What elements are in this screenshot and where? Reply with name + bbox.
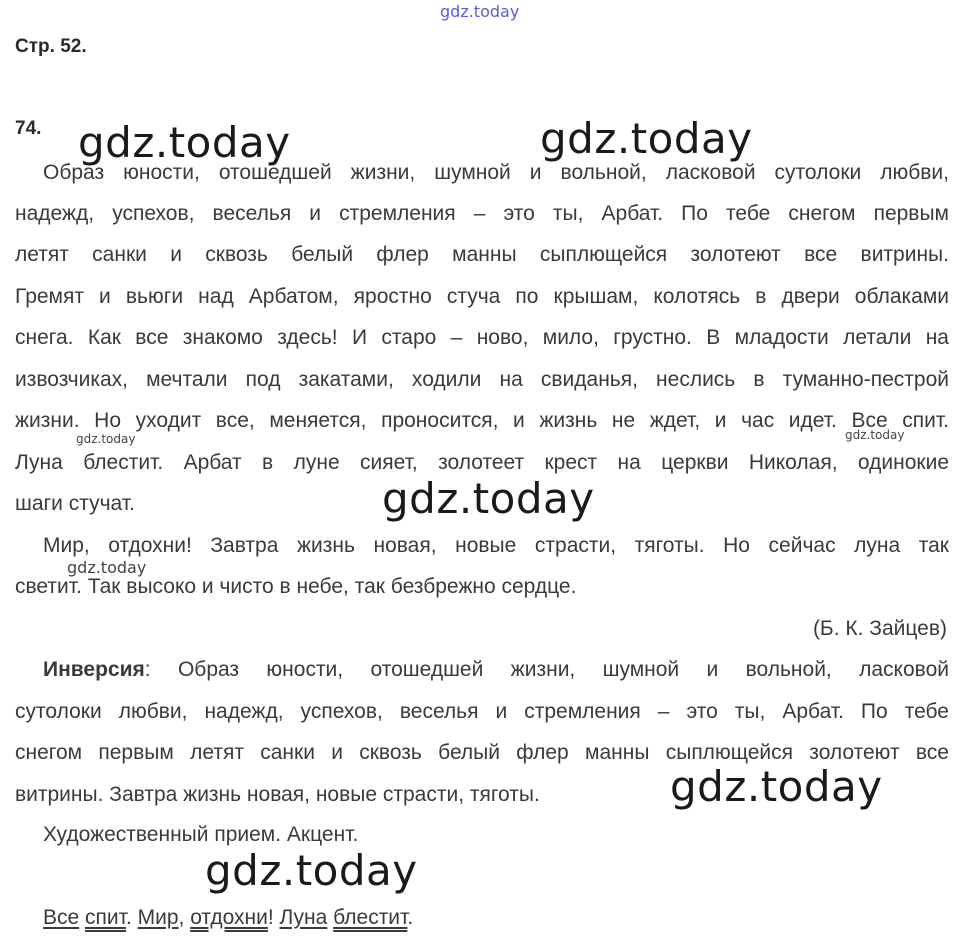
watermark: gdz.today [205,846,418,895]
device-line: Художественный прием. Акцент. [43,823,359,846]
inversion-line [43,659,949,680]
predicate-word: отдохни [190,906,268,929]
predicate-word: блестит [333,906,408,929]
watermark: gdz.today [540,114,753,163]
exercise-number: 74. [15,118,42,139]
punctuation: . [125,906,138,929]
watermark: gdz.today [78,118,291,167]
text-line: светит. Так высоко и чисто в небе, так безбрежно сердце. [15,575,577,598]
punctuation: . [407,906,414,929]
inversion-line: витрины. Завтра жизнь новая, новые страсти, тяготы. [15,783,540,806]
punctuation: , [178,906,191,929]
text-line: Мир, отдохни! Завтра жизнь новая, новые страсти, тяготы. Но сейчас луна так [43,534,949,557]
punctuation: ! [267,906,280,929]
text-line: Образ юности, отошедшей жизни, шумной и вольной, ласковой сутолоки любви, [43,161,949,184]
text-line: надежд, успехов, веселья и стремления – это ты, Арбат. По тебе снегом первым [15,202,949,225]
page-reference: Стр. 52. [15,36,87,57]
watermark-top: gdz.today [440,2,520,21]
text-line: Гремят и вьюги над Арбатом, яростно стуча по крышам, колотясь в двери облаками [15,285,949,308]
sentence-analysis [43,907,949,928]
subject-word: Все [43,906,80,929]
watermark: gdz.today [845,428,905,442]
text-line: жизни. Но уходит все, меняется, проносится, и жизнь не ждет, и час идет. Все спит. [15,409,949,432]
inversion-term: Инверсия [43,658,145,681]
text-line: Луна блестит. Арбат в луне сияет, золотеет крест на церкви Николая, одинокие [15,451,949,474]
watermark: gdz.today [670,762,883,811]
author: (Б. К. Зайцев) [812,617,947,640]
text-line: шаги стучат. [15,492,135,515]
inversion-text: : Образ юности, отошедшей жизни, шумной и вольной, ласковой [144,658,949,681]
watermark: gdz.today [76,432,136,446]
inversion-line: снегом первым летят санки и сквозь белый флер манны сыплющейся золотеют все [15,741,949,764]
subject-word: Луна [279,906,328,929]
watermark: gdz.today [67,558,147,577]
inversion-line: сутолоки любви, надежд, успехов, веселья и стремления – это ты, Арбат. По тебе [15,700,949,723]
text-line: снега. Как все знакомо здесь! И старо – ново, мило, грустно. В младости летали на [15,326,949,349]
text-line: извозчиках, мечтали под закатами, ходили на свиданья, неслись в туманно-пестрой [15,368,949,391]
text-line: летят санки и сквозь белый флер манны сыплющейся золотеют все витрины. [15,243,949,266]
predicate-word: спит [85,906,126,929]
subject-word: Мир [137,906,179,929]
watermark: gdz.today [382,474,595,523]
